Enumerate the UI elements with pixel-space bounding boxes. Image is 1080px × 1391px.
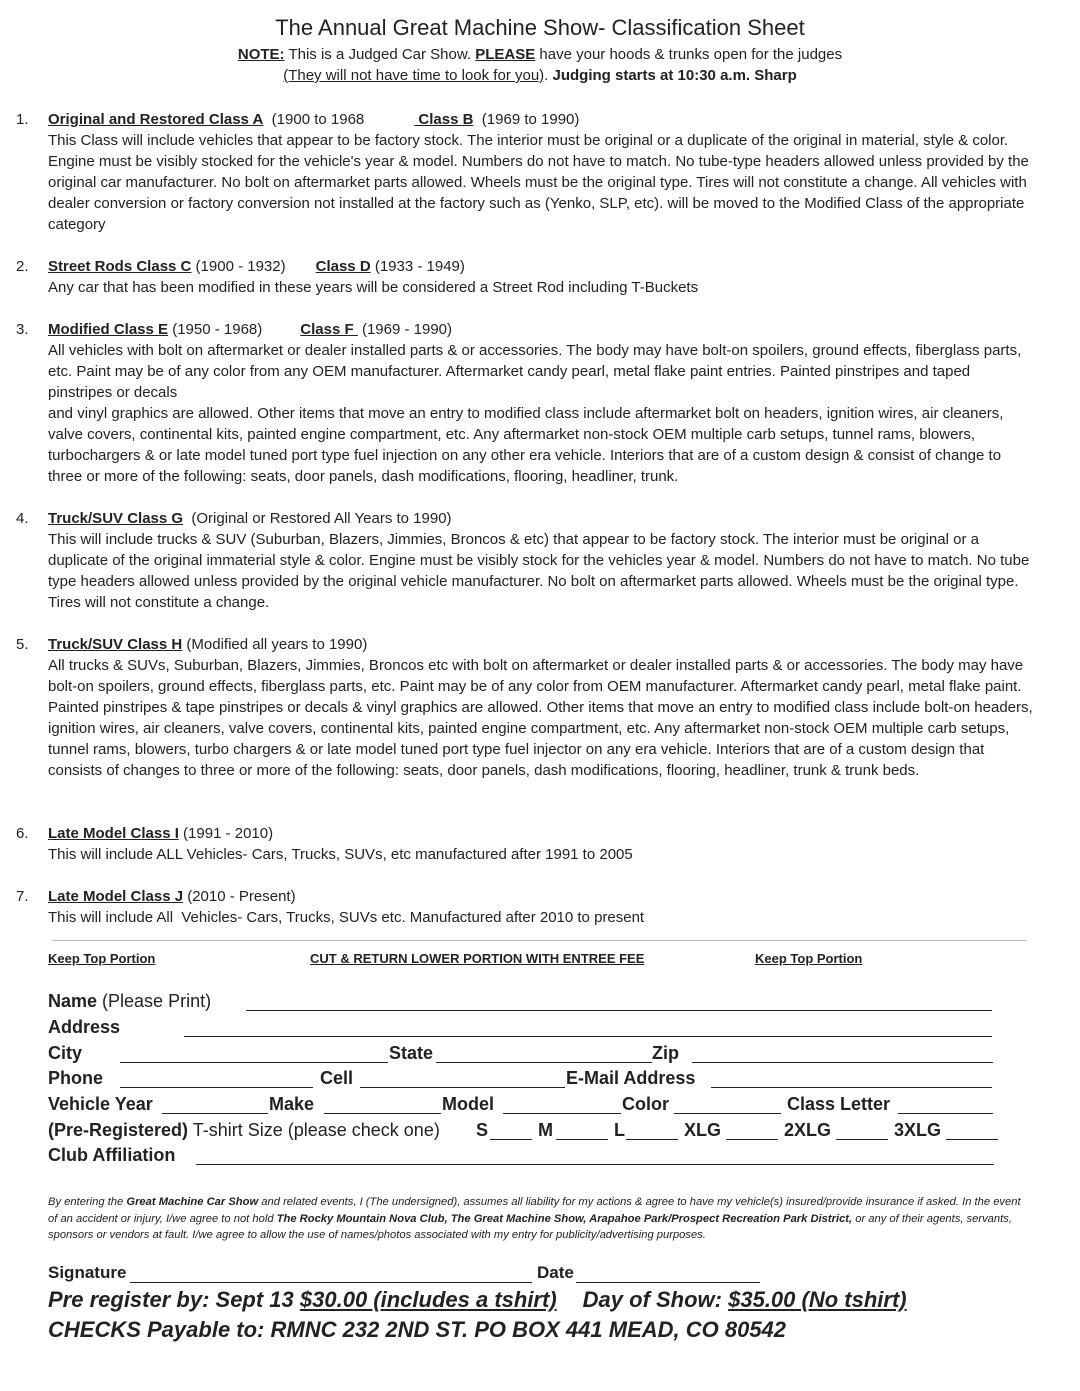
size-3xlg	[894, 1120, 941, 1141]
waiver-text: and related events, I (The undersigned), assumes all liability for my actions & agree to have my vehicle(s) insured/provide insurance if asked. In the event of an accident or injury, I/we agree to not hold	[48, 1196, 1021, 1225]
section-class-e-f	[16, 319, 1038, 487]
tshirt-row	[48, 1120, 445, 1141]
class-letter-label-wrap	[787, 1094, 890, 1115]
make-field[interactable]	[324, 1099, 441, 1114]
prereg-price: $30.00 (includes a tshirt)	[299, 1287, 557, 1312]
name-field[interactable]	[246, 996, 992, 1011]
tshirt-size-text: T-shirt Size (please check one)	[188, 1120, 445, 1140]
model-label-wrap	[442, 1094, 494, 1115]
section-class-g	[16, 508, 1038, 613]
size-3xlg-checkbox[interactable]	[946, 1125, 998, 1140]
day-of-show-text: Day of Show:	[582, 1287, 729, 1312]
vehicle-year-label: Vehicle Year	[48, 1094, 153, 1114]
date-label: Date	[537, 1263, 574, 1282]
signature-label: Signature	[48, 1263, 127, 1282]
name-label: Name	[48, 991, 98, 1011]
section-heading	[48, 256, 1038, 277]
size-s-label: S	[476, 1120, 489, 1140]
color-label-wrap	[622, 1094, 669, 1115]
make-label-wrap	[269, 1094, 314, 1115]
class-name: Class D	[315, 258, 371, 275]
section-number: 7.	[16, 888, 29, 905]
class-name: Street Rods Class C	[48, 258, 192, 275]
pricing-line	[48, 1287, 907, 1313]
date-label-wrap	[537, 1263, 574, 1283]
class-name: Late Model Class I	[48, 825, 179, 842]
judged-note	[0, 46, 1080, 63]
size-2xlg-label: 2XLG	[784, 1120, 832, 1140]
prereg-text: Pre register by: Sept 13	[48, 1287, 300, 1312]
class-range: (1900 - 1932)	[191, 258, 286, 275]
section-number: 5.	[16, 636, 29, 653]
section-heading	[48, 634, 1038, 655]
signature-field[interactable]	[130, 1268, 532, 1283]
state-label-wrap	[389, 1043, 433, 1064]
section-body: This will include trucks & SUV (Suburban, Blazers, Jimmies, Broncos & etc) that appear to be factory stock. The interior must be original or a duplicate of the original immaterial style & color. Engine must be visibly stock for the vehicles year & model. Numbers do not have to match. No tube type headers allowed unless provided by the original vehicle manufacturer. No bolt on aftermarket parts allowed. Wheels must be the original type. Tires will not constitute a change.	[48, 531, 1030, 611]
class-range: (1933 - 1949)	[370, 258, 465, 275]
size-2xlg	[784, 1120, 831, 1141]
size-l-checkbox[interactable]	[626, 1125, 678, 1140]
cut-line	[52, 940, 1026, 941]
vehicle-year-field[interactable]	[162, 1099, 268, 1114]
date-field[interactable]	[576, 1268, 760, 1283]
class-range: (1991 - 2010)	[178, 825, 274, 842]
class-range: (2010 - Present)	[183, 888, 296, 905]
note-paren: (They will not have time to look for you)	[283, 67, 545, 84]
class-range: (1969 to 1990)	[473, 111, 580, 128]
keep-top-right: Keep Top Portion	[755, 951, 863, 966]
note-label: NOTE:	[237, 46, 285, 63]
note-text-2: have your hoods & trunks open for the judges	[535, 46, 843, 63]
section-body: This will include ALL Vehicles- Cars, Trucks, SUVs, etc manufactured after 1991 to 2005	[48, 846, 633, 863]
size-s	[476, 1120, 488, 1141]
section-heading	[48, 319, 1038, 340]
club-label: Club Affiliation	[48, 1145, 176, 1165]
class-name: Truck/SUV Class G	[48, 510, 184, 527]
section-number: 3.	[16, 321, 29, 338]
class-range: (1900 to 1968	[263, 111, 365, 128]
size-s-checkbox[interactable]	[490, 1125, 532, 1140]
waiver-parties: The Rocky Mountain Nova Club, The Great Machine Show, Arapahoe Park/Prospect Recreation Park District,	[276, 1212, 853, 1225]
phone-field[interactable]	[120, 1073, 313, 1088]
size-l-label: L	[614, 1120, 625, 1140]
name-hint: (Please Print)	[97, 991, 212, 1011]
zip-field[interactable]	[692, 1048, 993, 1063]
color-field[interactable]	[674, 1099, 781, 1114]
class-name: Late Model Class J	[48, 888, 184, 905]
model-field[interactable]	[503, 1099, 621, 1114]
section-body: This will include All Vehicles- Cars, Trucks, SUVs etc. Manufactured after 2010 to present	[48, 909, 645, 926]
section-body: Any car that has been modified in these years will be considered a Street Rod including T-Buckets	[48, 279, 699, 296]
cell-label-wrap	[320, 1068, 353, 1089]
class-name: Class F	[300, 321, 358, 338]
phone-row	[48, 1068, 103, 1089]
judging-note	[0, 67, 1080, 84]
state-field[interactable]	[436, 1048, 652, 1063]
size-xlg-label: XLG	[684, 1120, 722, 1140]
city-label: City	[48, 1043, 83, 1063]
cell-label: Cell	[320, 1068, 354, 1088]
section-number: 2.	[16, 258, 29, 275]
size-2xlg-checkbox[interactable]	[836, 1125, 888, 1140]
checks-payable: CHECKS Payable to: RMNC 232 2ND ST. PO BOX 441 MEAD, CO 80542	[48, 1317, 787, 1342]
address-label: Address	[48, 1017, 121, 1037]
size-m	[538, 1120, 553, 1141]
class-range: (Modified all years to 1990)	[182, 636, 368, 653]
city-row	[48, 1043, 82, 1064]
section-class-c-d	[16, 256, 1038, 298]
size-m-label: M	[538, 1120, 553, 1140]
size-m-checkbox[interactable]	[556, 1125, 608, 1140]
name-row	[48, 991, 211, 1012]
address-field[interactable]	[184, 1022, 992, 1037]
size-3xlg-label: 3XLG	[894, 1120, 942, 1140]
state-label: State	[389, 1043, 434, 1063]
section-number: 1.	[16, 111, 29, 128]
section-body: All vehicles with bolt on aftermarket or dealer installed parts & or accessories. The body may have bolt-on spoilers, ground effects, fiberglass parts, etc. Paint may be of any color from any OEM manufacturer. Aftermarket candy pearl, metal flake paint entries. Painted pinstripes and taped pinstripes or decals	[48, 342, 1022, 401]
email-label: E-Mail Address	[566, 1068, 696, 1088]
keep-top-left: Keep Top Portion	[48, 951, 156, 966]
class-range: (1950 - 1968)	[168, 321, 263, 338]
section-body: This Class will include vehicles that appear to be factory stock. The interior must be original or a duplicate of the original in material, style & color. Engine must be visibly stocked for the vehicle's year & model. Numbers do not have to match. No tube-type headers allowed unless provided by the original car manufacturer. No bolt on aftermarket parts allowed. Wheels must be the original type. Tires will not constitute a change. All vehicles with dealer conversion or factory conversion not installed at the factory such as (Yenko, SLP, etc). will be moved to the Modified Class of the appropriate category	[48, 132, 1029, 233]
day-of-show-price: $35.00 (No tshirt)	[728, 1287, 907, 1312]
section-class-a-b	[16, 109, 1038, 235]
email-label-wrap	[566, 1068, 695, 1089]
city-field[interactable]	[120, 1048, 388, 1063]
model-label: Model	[442, 1094, 494, 1114]
color-label: Color	[622, 1094, 669, 1114]
judging-time: Judging starts at 10:30 a.m. Sharp	[552, 67, 797, 84]
waiver-show-name: Great Machine Car Show	[126, 1196, 259, 1208]
zip-label-wrap	[652, 1043, 679, 1064]
waiver-text: By entering the	[48, 1196, 127, 1208]
section-body: All trucks & SUVs, Suburban, Blazers, Jimmies, Broncos etc with bolt on aftermarket or dealer installed parts & or accessories. The body may have bolt-on spoilers, ground effects, fiberglass parts, etc. Paint may be of any color from OEM manufacturer. Aftermarket candy pearl, metal flake paint. Painted pinstripes & tape pinstripes or decals & vinyl graphics are allowed. Other items that move an entry to modified class include bolt-on headers, ignition wires, air cleaners, valve covers, continental kits, painted engine compartment, etc. Any aftermarket non-stock OEM multiple carb setups, tunnel rams, blowers, turbo chargers & or late model tuned port type fuel injector on any era vehicle. Interiors that are of a custom design that consists of changes to three or more of the following: seats, door panels, dash modifications, flooring, headliner, trunk & trunk beds.	[48, 657, 1033, 779]
section-heading	[48, 823, 1038, 844]
class-range: (Original or Restored All Years to 1990)	[183, 510, 452, 527]
size-xlg-checkbox[interactable]	[726, 1125, 778, 1140]
vehicle-row	[48, 1094, 153, 1115]
zip-label: Zip	[652, 1043, 679, 1063]
class-range: (1969 - 1990)	[357, 321, 453, 338]
note-period: .	[544, 67, 553, 84]
page-title: The Annual Great Machine Show- Classification Sheet	[275, 15, 805, 40]
section-number: 4.	[16, 510, 29, 527]
section-number: 6.	[16, 825, 29, 842]
club-field[interactable]	[196, 1150, 994, 1165]
signature-row	[48, 1263, 126, 1283]
cell-field[interactable]	[360, 1073, 565, 1088]
cut-return-instruction: CUT & RETURN LOWER PORTION WITH ENTREE FEE	[310, 951, 645, 966]
section-class-h	[16, 634, 1038, 781]
email-field[interactable]	[711, 1073, 992, 1088]
phone-label: Phone	[48, 1068, 104, 1088]
liability-waiver	[48, 1194, 1028, 1244]
size-xlg	[684, 1120, 721, 1141]
club-row	[48, 1145, 175, 1166]
waiver-text: or any of their agents, servants, sponsors or vendors at fault. I/we agree to allow the use of names/photos associated with my entry for publicity/advertising purposes.	[48, 1212, 1012, 1241]
section-class-j	[16, 886, 1038, 928]
class-letter-field[interactable]	[898, 1099, 993, 1114]
size-l	[614, 1120, 625, 1141]
section-heading	[48, 886, 1038, 907]
section-class-i	[16, 823, 1038, 865]
note-text-1: This is a Judged Car Show.	[284, 46, 476, 63]
section-body-continued: and vinyl graphics are allowed. Other items that move an entry to modified class include aftermarket bolt on headers, ignition wires, air cleaners, valve covers, continental kits, painted engine compartment, etc. Any aftermarket non-stock OEM multiple carb setups, tunnel rams, blowers, turbochargers & or late model tuned port type fuel injection on any other era vehicle. Interiors that are of a custom design & consist of change to three or more of the following: seats, door panels, dash modifications, flooring, headliner, trunk.	[48, 405, 1004, 485]
address-row	[48, 1017, 120, 1038]
class-name: Truck/SUV Class H	[48, 636, 183, 653]
section-heading	[48, 109, 1038, 130]
make-label: Make	[269, 1094, 315, 1114]
section-heading	[48, 508, 1038, 529]
class-name: Original and Restored Class A	[48, 111, 264, 128]
preregistered-label: (Pre-Registered)	[48, 1120, 189, 1140]
class-name: Modified Class E	[48, 321, 169, 338]
class-letter-label: Class Letter	[787, 1094, 891, 1114]
note-please: PLEASE	[475, 46, 536, 63]
class-name: Class B	[414, 111, 474, 128]
